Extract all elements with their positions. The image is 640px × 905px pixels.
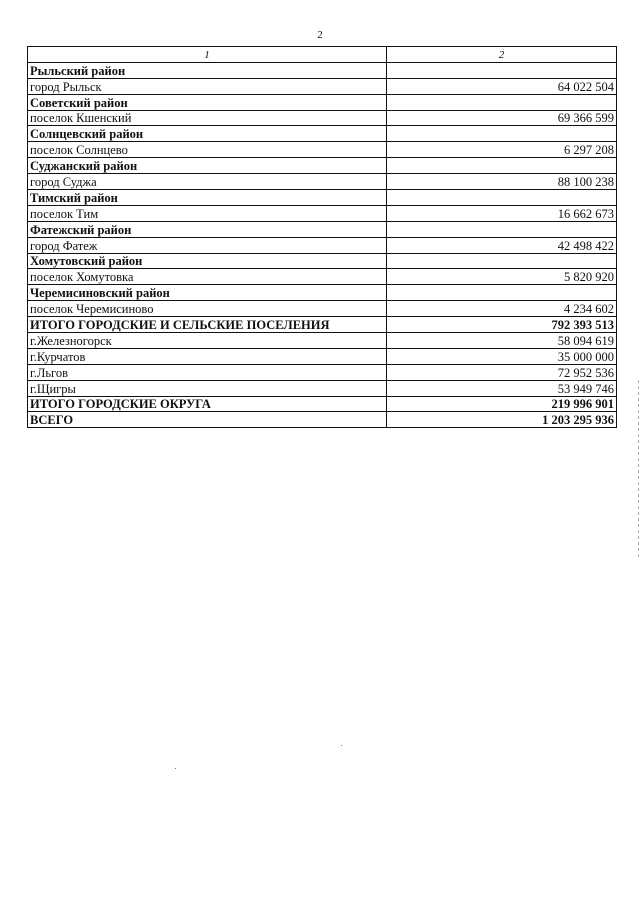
row-amount-cell bbox=[387, 158, 617, 174]
row-name-cell: город Фатеж bbox=[28, 237, 387, 253]
row-name-cell: г.Курчатов bbox=[28, 348, 387, 364]
row-name-cell: поселок Хомутовка bbox=[28, 269, 387, 285]
table-row bbox=[28, 301, 617, 317]
row-amount-cell bbox=[387, 285, 617, 301]
table-row bbox=[28, 174, 617, 190]
row-amount-cell bbox=[387, 253, 617, 269]
table-row-heading bbox=[28, 190, 617, 206]
row-amount-cell bbox=[387, 221, 617, 237]
row-name-cell: Тимский район bbox=[28, 190, 387, 206]
table-row-heading bbox=[28, 412, 617, 428]
row-name-cell: Фатежский район bbox=[28, 221, 387, 237]
table-row bbox=[28, 269, 617, 285]
row-amount-cell bbox=[387, 94, 617, 110]
row-amount-cell: 42 498 422 bbox=[387, 237, 617, 253]
scan-speck bbox=[341, 745, 342, 746]
row-name-cell: ВСЕГО bbox=[28, 412, 387, 428]
table-row-heading bbox=[28, 253, 617, 269]
table-row bbox=[28, 205, 617, 221]
row-amount-cell: 1 203 295 936 bbox=[387, 412, 617, 428]
row-name-cell: г.Льгов bbox=[28, 364, 387, 380]
row-name-cell: поселок Кшенский bbox=[28, 110, 387, 126]
table-row bbox=[28, 364, 617, 380]
row-amount-cell: 69 366 599 bbox=[387, 110, 617, 126]
row-amount-cell: 792 393 513 bbox=[387, 317, 617, 333]
row-amount-cell: 16 662 673 bbox=[387, 205, 617, 221]
scan-edge-mark bbox=[638, 380, 639, 560]
row-amount-cell bbox=[387, 62, 617, 78]
row-name-cell: город Суджа bbox=[28, 174, 387, 190]
table-row-heading bbox=[28, 126, 617, 142]
table-header-row bbox=[28, 47, 617, 63]
row-amount-cell: 4 234 602 bbox=[387, 301, 617, 317]
row-name-cell: город Рыльск bbox=[28, 78, 387, 94]
table-row-heading bbox=[28, 94, 617, 110]
row-amount-cell: 219 996 901 bbox=[387, 396, 617, 412]
table-body bbox=[28, 62, 617, 427]
row-name-cell: Советский район bbox=[28, 94, 387, 110]
column-header-name: 1 bbox=[28, 47, 387, 63]
table-row-heading bbox=[28, 317, 617, 333]
row-name-cell: Солнцевский район bbox=[28, 126, 387, 142]
row-amount-cell: 72 952 536 bbox=[387, 364, 617, 380]
table-row-heading bbox=[28, 221, 617, 237]
row-name-cell: ИТОГО ГОРОДСКИЕ И СЕЛЬСКИЕ ПОСЕЛЕНИЯ bbox=[28, 317, 387, 333]
row-name-cell: г.Железногорск bbox=[28, 333, 387, 349]
row-amount-cell: 58 094 619 bbox=[387, 333, 617, 349]
row-amount-cell: 6 297 208 bbox=[387, 142, 617, 158]
table-row bbox=[28, 78, 617, 94]
table-row-heading bbox=[28, 158, 617, 174]
table-row bbox=[28, 348, 617, 364]
column-header-amount: 2 bbox=[387, 47, 617, 63]
scan-speck bbox=[175, 768, 176, 769]
table-row bbox=[28, 237, 617, 253]
row-amount-cell: 53 949 746 bbox=[387, 380, 617, 396]
row-name-cell: г.Щигры bbox=[28, 380, 387, 396]
table-row-heading bbox=[28, 396, 617, 412]
table-row bbox=[28, 380, 617, 396]
row-name-cell: Хомутовский район bbox=[28, 253, 387, 269]
table-row bbox=[28, 333, 617, 349]
row-amount-cell: 5 820 920 bbox=[387, 269, 617, 285]
table-row bbox=[28, 110, 617, 126]
table-row-heading bbox=[28, 285, 617, 301]
row-name-cell: поселок Черемисиново bbox=[28, 301, 387, 317]
page-number: 2 bbox=[317, 29, 323, 41]
budget-table bbox=[27, 46, 617, 428]
row-amount-cell: 88 100 238 bbox=[387, 174, 617, 190]
row-name-cell: Суджанский район bbox=[28, 158, 387, 174]
row-amount-cell: 35 000 000 bbox=[387, 348, 617, 364]
row-amount-cell bbox=[387, 126, 617, 142]
row-amount-cell bbox=[387, 190, 617, 206]
row-name-cell: Черемисиновский район bbox=[28, 285, 387, 301]
row-name-cell: поселок Солнцево bbox=[28, 142, 387, 158]
table-row-heading bbox=[28, 62, 617, 78]
row-name-cell: Рыльский район bbox=[28, 62, 387, 78]
row-name-cell: ИТОГО ГОРОДСКИЕ ОКРУГА bbox=[28, 396, 387, 412]
row-name-cell: поселок Тим bbox=[28, 205, 387, 221]
row-amount-cell: 64 022 504 bbox=[387, 78, 617, 94]
table-row bbox=[28, 142, 617, 158]
